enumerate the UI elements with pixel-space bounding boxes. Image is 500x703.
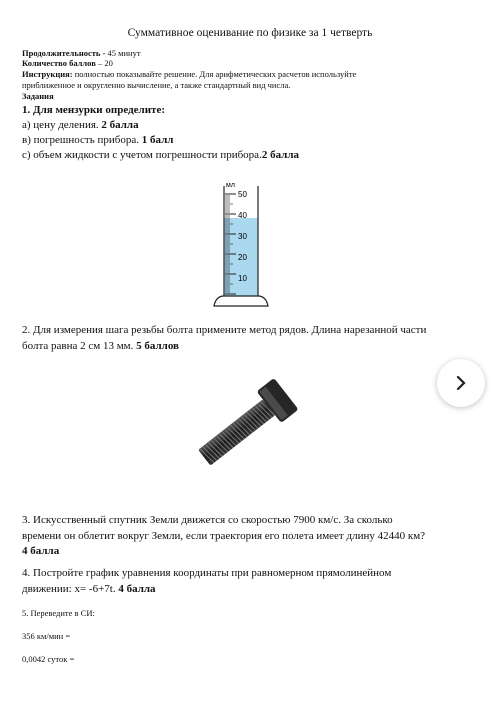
scale-label: 40 [238,211,247,220]
page-title: Суммативное оценивание по физике за 1 четверть [127,27,373,39]
scale-label: 20 [238,253,247,262]
q1-a [22,118,139,132]
q1-b-text: в) погрешность прибора. [22,134,142,146]
scale-label: 50 [238,190,247,199]
q3-line-1: 3. Искусственный спутник Земли движется со скоростью 7900 км/с. За сколько [22,514,393,526]
cylinder-base [214,296,268,306]
tasks-label: Задания [22,91,54,101]
q1-a-points: 2 балла [101,119,139,131]
bolt-image [180,370,320,475]
points-value: – 20 [95,58,113,68]
q2-points: 5 баллов [136,340,179,352]
q5-item-2: 0,0042 суток = [22,654,75,664]
instruction-line-2: приближенное и округленно вычисление, а также стандартный вид числа. [22,80,291,90]
q4-line-1: 4. Постройте график уравнения координаты при равномерном прямолинейном [22,567,392,579]
instruction-line [22,69,356,79]
q1-c-points: 2 балла [261,149,300,161]
q4-points: 4 балла [118,583,156,595]
scale-label: 10 [238,274,247,283]
duration-line [22,48,141,58]
q3-points-line [22,544,59,558]
tasks-heading [22,91,54,101]
q3-line-2: времени он облетит вокруг Земли, если траектория его полета имеет длину 42440 км? [22,530,426,542]
q4-line-2-text: движении: x= -6+7t. [22,583,119,595]
instruction-text: полностью показывайте решение. Для арифметических расчетов используйте [72,69,357,79]
q1-c-text: с) объем жидкости с учетом погрешности прибора. [22,149,262,161]
q5-intro: 5. Переведите в СИ: [22,608,95,618]
q2-line-2-text: болта равна 2 см 13 мм. [22,340,137,352]
q1-intro-text: 1. Для мензурки определите: [22,104,165,116]
measuring-cylinder [210,178,280,308]
q2-line-2 [22,339,179,353]
cylinder-unit: мл [226,182,235,189]
q1-b-points: 1 балл [141,134,174,146]
q1-c [22,148,299,162]
q1-intro [22,103,165,117]
next-page-button[interactable] [437,359,485,407]
chevron-right-icon [452,374,470,392]
points-label: Количество баллов [22,58,96,68]
q1-a-text: а) цену деления. [22,119,102,131]
q3-points: 4 балла [22,545,60,557]
duration-value: - 45 минут [100,48,141,58]
duration-label: Продолжительность [22,48,101,58]
scale-label: 30 [238,232,247,241]
q2-line-1: 2. Для измерения шага резьбы болта примените метод рядов. Длина нарезанной части [22,324,427,336]
q5-item-1: 356 км/мин = [22,631,71,641]
q4-line-2 [22,582,156,596]
q1-b [22,133,173,147]
points-line [22,58,113,68]
instruction-label: Инструкция: [22,69,73,79]
